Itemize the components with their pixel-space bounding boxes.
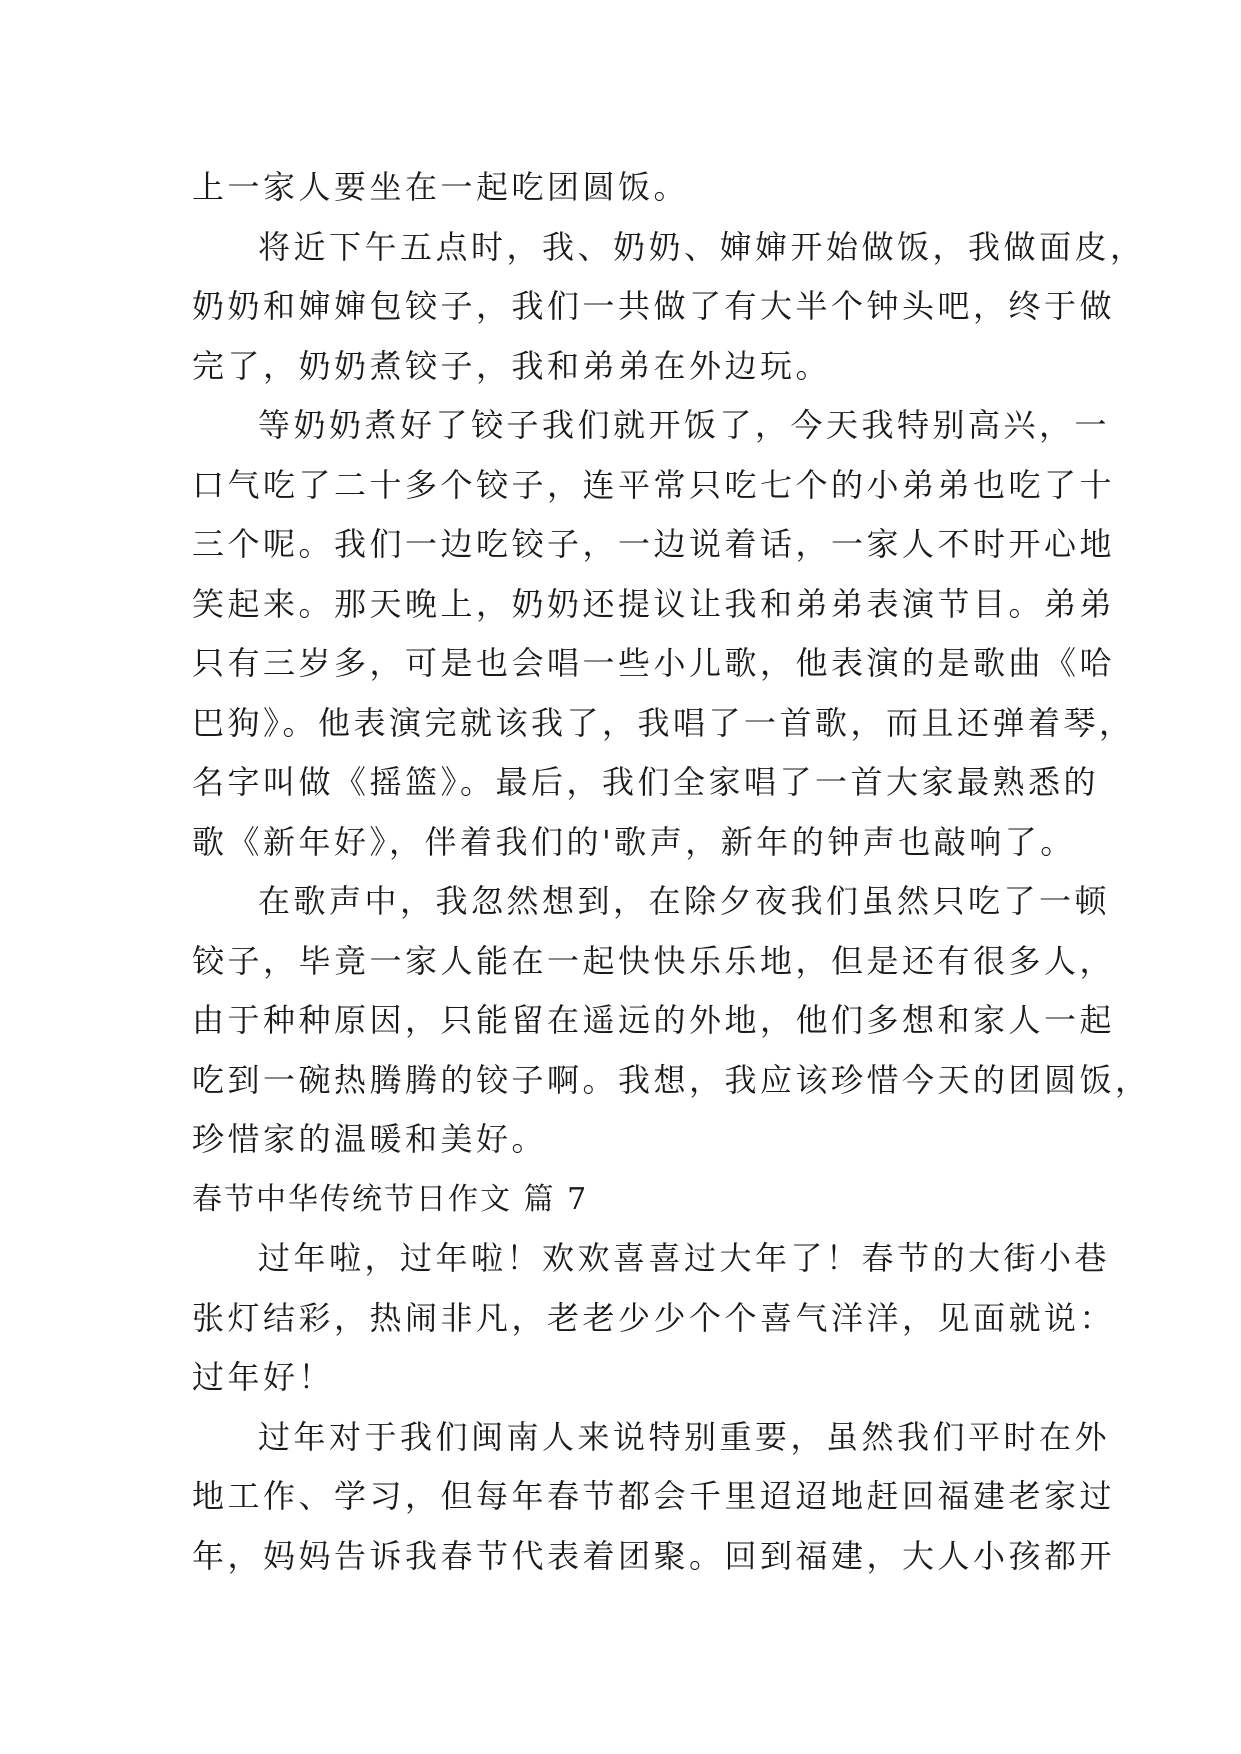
paragraph-start-line: 在歌声中，我忽然想到，在除夕夜我们虽然只吃了一顿 xyxy=(258,882,1111,920)
text-line: 张灯结彩，热闹非凡，老老少少个个喜气洋洋，见面就说： xyxy=(192,1298,1116,1337)
text-line: 吃到一碗热腾腾的铰子啊。我想，我应该珍惜今天的团圆饭， xyxy=(192,1060,1151,1099)
text-line: 珍惜家的温暖和美好。 xyxy=(192,1120,548,1158)
document-page xyxy=(192,158,1151,1586)
paragraph-start-line: 过年啦，过年啦！欢欢喜喜过大年了！春节的大街小巷 xyxy=(258,1239,1111,1277)
text-line: 名字叫做《摇篮》。最后，我们全家唱了一首大家最熟悉的 xyxy=(192,763,1100,801)
text-line: 铰子，毕竟一家人能在一起快快乐乐地，但是还有很多人， xyxy=(192,941,1116,980)
text-line: 三个呢。我们一边吃铰子，一边说着话，一家人不时开心地 xyxy=(192,525,1116,563)
paragraph-start-line: 过年对于我们闽南人来说特别重要，虽然我们平时在外 xyxy=(258,1417,1111,1456)
text-line: 地工作、学习，但每年春节都会千里迢迢地赶回福建老家过 xyxy=(192,1477,1116,1515)
paragraph-start-line: 等奶奶煮好了铰子我们就开饭了，今天我特别高兴，一 xyxy=(258,406,1111,444)
text-line: 笑起来。那天晚上，奶奶还提议让我和弟弟表演节目。弟弟 xyxy=(192,584,1116,623)
paragraph-start-line: 将近下午五点时，我、奶奶、婶婶开始做饭，我做面皮， xyxy=(258,227,1146,266)
text-line: 奶奶和婶婶包铰子，我们一共做了有大半个钟头吧，终于做 xyxy=(192,287,1116,325)
text-line: 由于种种原因，只能留在遥远的外地，他们多想和家人一起 xyxy=(192,1001,1116,1039)
text-line: 巴狗》。他表演完就该我了，我唱了一首歌，而且还弹着琴， xyxy=(192,703,1135,742)
text-line: 上一家人要坐在一起吃团圆饭。 xyxy=(192,168,690,206)
section-heading: 春节中华传统节日作文 篇 7 xyxy=(192,1181,589,1217)
text-line: 过年好！ xyxy=(192,1358,335,1396)
text-line: 口气吃了二十多个铰子，连平常只吃七个的小弟弟也吃了十 xyxy=(192,465,1116,504)
text-line: 歌《新年好》，伴着我们的'歌声，新年的钟声也敲响了。 xyxy=(192,822,1076,861)
text-line: 完了，奶奶煮铰子，我和弟弟在外边玩。 xyxy=(192,346,832,385)
text-line: 年，妈妈告诉我春节代表着团聚。回到福建，大人小孩都开 xyxy=(192,1536,1116,1575)
text-line: 只有三岁多，可是也会唱一些小儿歌，他表演的是歌曲《哈 xyxy=(192,644,1116,682)
